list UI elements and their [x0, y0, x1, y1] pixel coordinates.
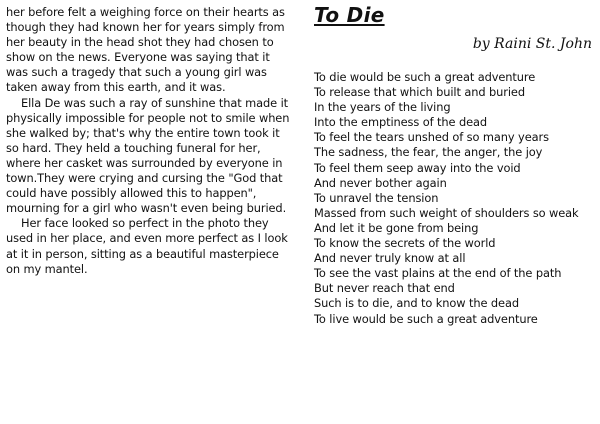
story-paragraph: her before felt a weighing force on their hearts as though they had known her for years simply from her beauty in the head shot they had chosen to show on the news. Everyone was saying that it was such a tragedy that such a young girl was taken away from this earth, and it was. [6, 5, 285, 95]
poem-line: To live would be such a great adventure [314, 311, 538, 326]
story-paragraph: Ella De was such a ray of sunshine that made it physically impossible for people not to smile when she walked by; that's why the entire town took it so hard. They held a touching funeral for her, where her casket was surrounded by everyone in town.They were crying and cursing the "God that could have possibly allowed this to happen", mourning for a girl who wasn't even being buried. [6, 95, 290, 216]
poem-column [314, 3, 596, 327]
poem-line: Such is to die, and to know the dead [314, 296, 519, 311]
story-column [6, 5, 290, 277]
poem-line: To see the vast plains at the end of the path [314, 266, 562, 281]
poem-line: And let it be gone from being [314, 220, 479, 235]
poem-line: Massed from such weight of shoulders so weak [314, 205, 579, 220]
poem-line: The sadness, the fear, the anger, the joy [314, 145, 543, 160]
poem-title: To Die [314, 3, 385, 27]
poem-line: To unravel the tension [314, 190, 439, 205]
poem-line: And never bother again [314, 175, 447, 190]
poem-line: And never truly know at all [314, 251, 466, 266]
poem-body [314, 70, 596, 327]
poem-line: But never reach that end [314, 281, 455, 296]
poem-byline: by Raini St. John [472, 36, 592, 52]
poem-line: To die would be such a great adventure [314, 70, 536, 84]
poem-line: In the years of the living [314, 100, 451, 115]
poem-line: To release that which built and buried [314, 85, 525, 100]
story-paragraph: Her face looked so perfect in the photo they used in her place, and even more perfect as I look at it in person, sitting as a beautiful masterpiece on my mantel. [6, 216, 288, 276]
poem-line: Into the emptiness of the dead [314, 115, 487, 130]
poem-line: To feel them seep away into the void [314, 160, 521, 175]
poem-line: To feel the tears unshed of so many years [314, 130, 549, 145]
poem-line: To know the secrets of the world [314, 236, 496, 251]
